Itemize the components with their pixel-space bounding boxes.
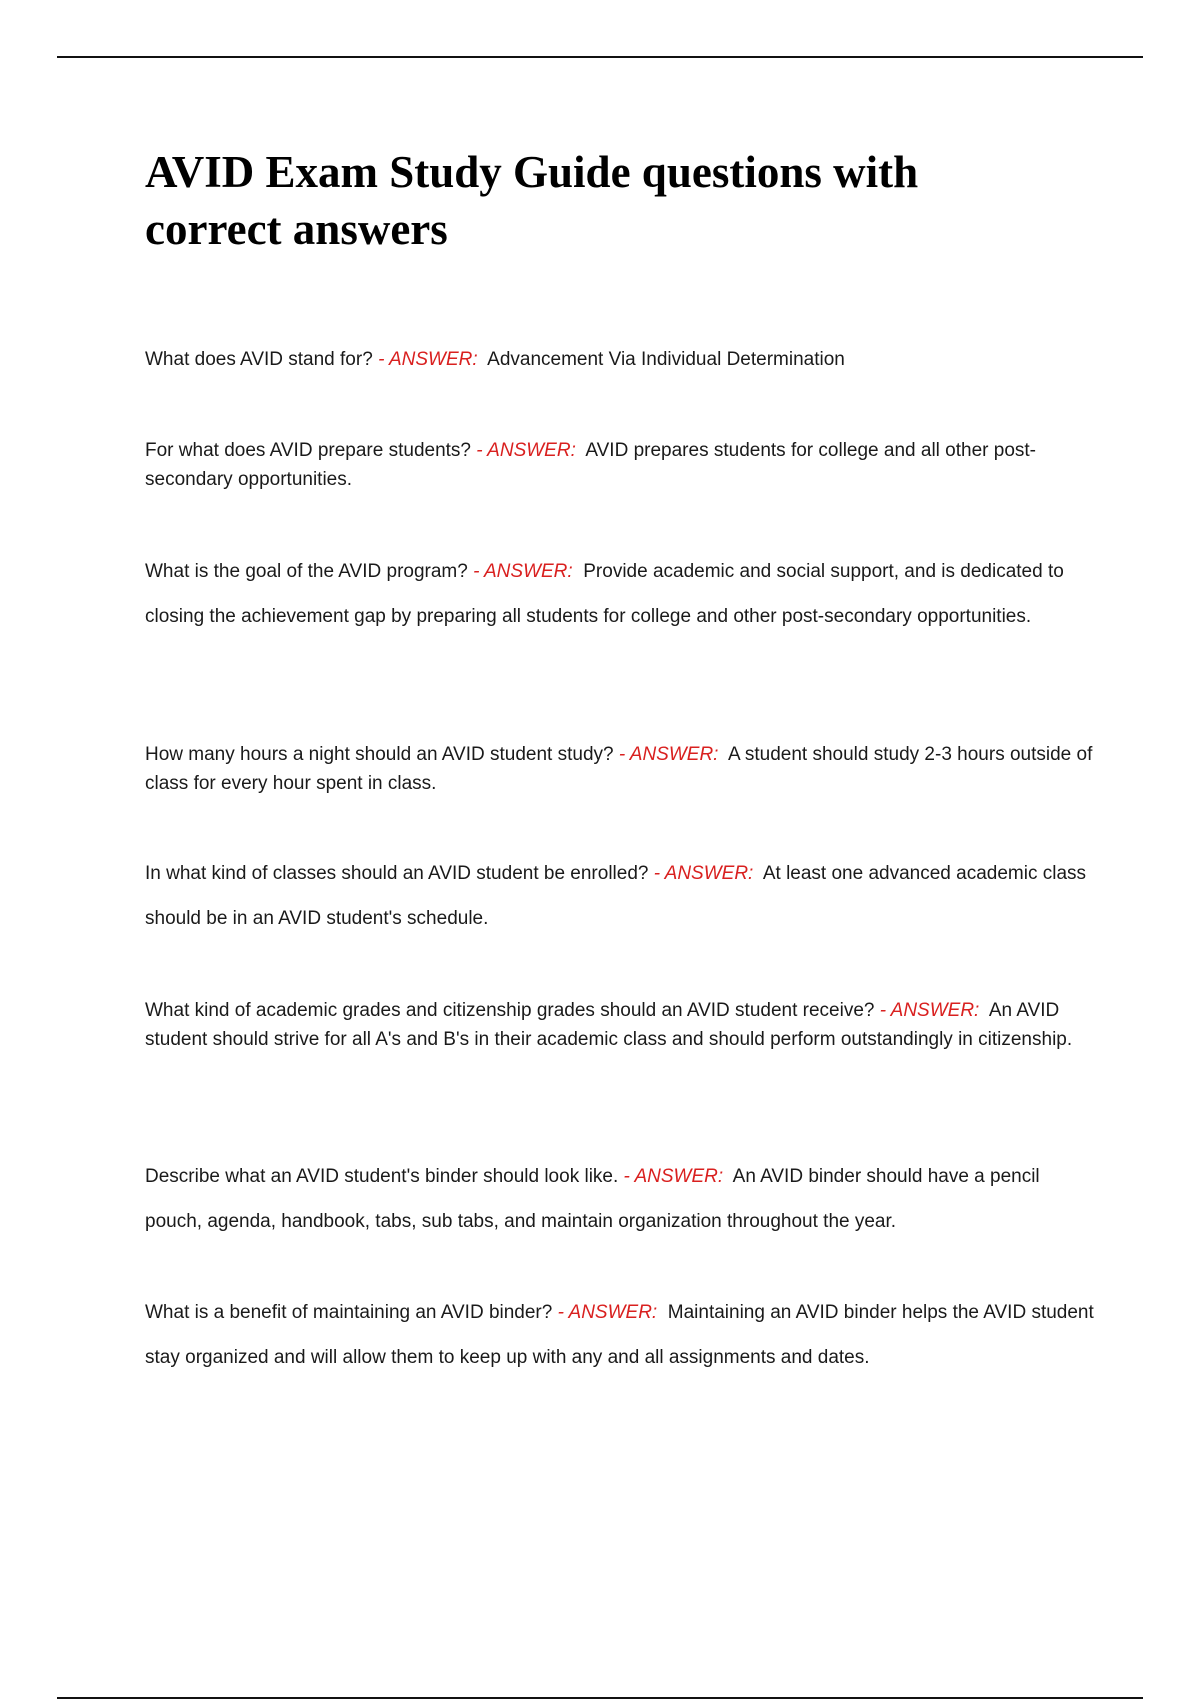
question-text: What is the goal of the AVID program? bbox=[145, 561, 468, 582]
qa-item bbox=[145, 1154, 1095, 1244]
answer-text: A student should study 2-3 hours outside of class for every hour spent in class. bbox=[145, 744, 1093, 794]
question-text: What kind of academic grades and citizenship grades should an AVID student receive? bbox=[145, 1000, 875, 1021]
answer-text: AVID prepares students for college and all other post-secondary opportunities. bbox=[145, 440, 1036, 490]
question-text: For what does AVID prepare students? bbox=[145, 440, 471, 461]
answer-label: - ANSWER: bbox=[378, 349, 478, 370]
question-text: How many hours a night should an AVID student study? bbox=[145, 744, 614, 765]
qa-item bbox=[145, 740, 1095, 798]
answer-text: Advancement Via Individual Determination bbox=[487, 349, 845, 370]
answer-label: - ANSWER: bbox=[473, 561, 573, 582]
answer-label: - ANSWER: bbox=[557, 1302, 658, 1323]
question-text: In what kind of classes should an AVID student be enrolled? bbox=[145, 863, 649, 884]
answer-label: - ANSWER: bbox=[618, 744, 719, 765]
document-title: AVID Exam Study Guide questions with correct answers bbox=[145, 147, 919, 254]
question-text: What is a benefit of maintaining an AVID binder? bbox=[145, 1302, 553, 1323]
question-text: Describe what an AVID student's binder should look like. bbox=[145, 1166, 619, 1187]
answer-label: - ANSWER: bbox=[476, 440, 576, 461]
qa-item bbox=[145, 549, 1095, 639]
qa-item bbox=[145, 436, 1095, 494]
answer-text: Provide academic and social support, and is dedicated to closing the achievement gap by preparing all students for college and other post-secondary opportunities. bbox=[145, 561, 1064, 627]
qa-item bbox=[145, 996, 1095, 1054]
qa-item bbox=[145, 345, 1095, 374]
answer-label: - ANSWER: bbox=[879, 1000, 980, 1021]
answer-text: At least one advanced academic class should be in an AVID student's schedule. bbox=[145, 863, 1087, 929]
answer-label: - ANSWER: bbox=[653, 863, 754, 884]
qa-item bbox=[145, 851, 1095, 941]
answer-text: Maintaining an AVID binder helps the AVID student stay organized and will allow them to keep up with any and all assignments and dates. bbox=[145, 1302, 1094, 1368]
question-text: What does AVID stand for? bbox=[145, 349, 373, 370]
answer-text: An AVID binder should have a pencil pouch, agenda, handbook, tabs, sub tabs, and maintain organization throughout the year. bbox=[145, 1166, 1040, 1232]
bottom-rule bbox=[57, 1697, 1143, 1699]
answer-label: - ANSWER: bbox=[623, 1166, 724, 1187]
qa-item bbox=[145, 1290, 1095, 1380]
top-rule bbox=[57, 56, 1143, 58]
answer-text: An AVID student should strive for all A's and B's in their academic class and should perform outstandingly in citizenship. bbox=[145, 1000, 1073, 1050]
